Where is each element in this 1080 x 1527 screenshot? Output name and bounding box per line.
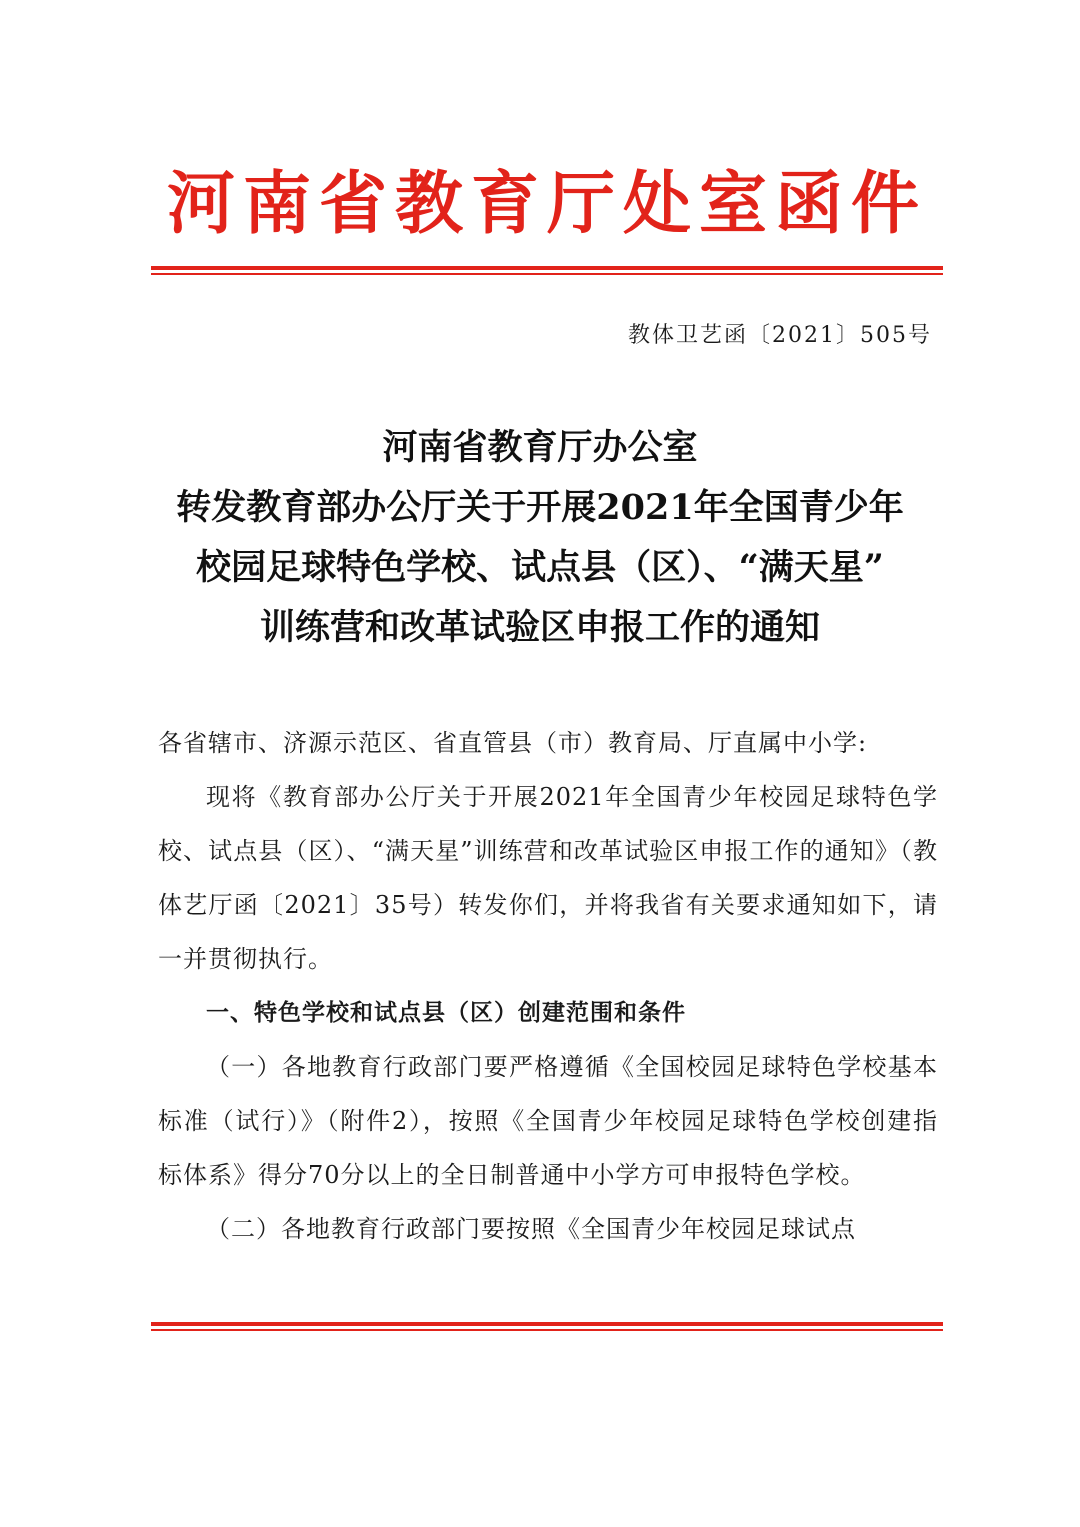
title-line: 河南省教育厅办公室 xyxy=(382,427,698,468)
bottom-red-rule xyxy=(151,1322,943,1331)
body-paragraph: （一）各地教育行政部门要严格遵循《全国校园足球特色学校基本标准（试行）》（附件2），按照《全国青少年校园足球特色学校创建指标体系》得分70分以上的全日制普通中小学方可申报特色学校。 xyxy=(158,1053,938,1189)
title-line: 训练营和改革试验区申报工作的通知 xyxy=(259,607,820,648)
title-line: 转发教育部办公厅关于开展2021年全国青少年 xyxy=(176,487,904,528)
title-line: 校园足球特色学校、试点县（区）、“满天星” xyxy=(196,547,884,588)
document-body xyxy=(158,716,938,1256)
document-title xyxy=(130,418,950,658)
top-red-rule xyxy=(151,266,943,275)
document-number: 教体卫艺函〔2021〕505号 xyxy=(628,323,932,348)
body-paragraph: 现将《教育部办公厅关于开展2021年全国青少年校园足球特色学校、试点县（区）、“满天星”训练营和改革试验区申报工作的通知》（教体艺厅函〔2021〕35号）转发你们，并将我省有关要求通知如下，请一并贯彻执行。 xyxy=(158,783,938,973)
letterhead-title: 河南省教育厅处室函件 xyxy=(166,165,927,244)
salutation: 各省辖市、济源示范区、省直管县（市）教育局、厅直属中小学: xyxy=(158,729,868,757)
section-heading: 一、特色学校和试点县（区）创建范围和条件 xyxy=(206,1000,686,1026)
body-paragraph: （二）各地教育行政部门要按照《全国青少年校园足球试点 xyxy=(206,1215,856,1243)
